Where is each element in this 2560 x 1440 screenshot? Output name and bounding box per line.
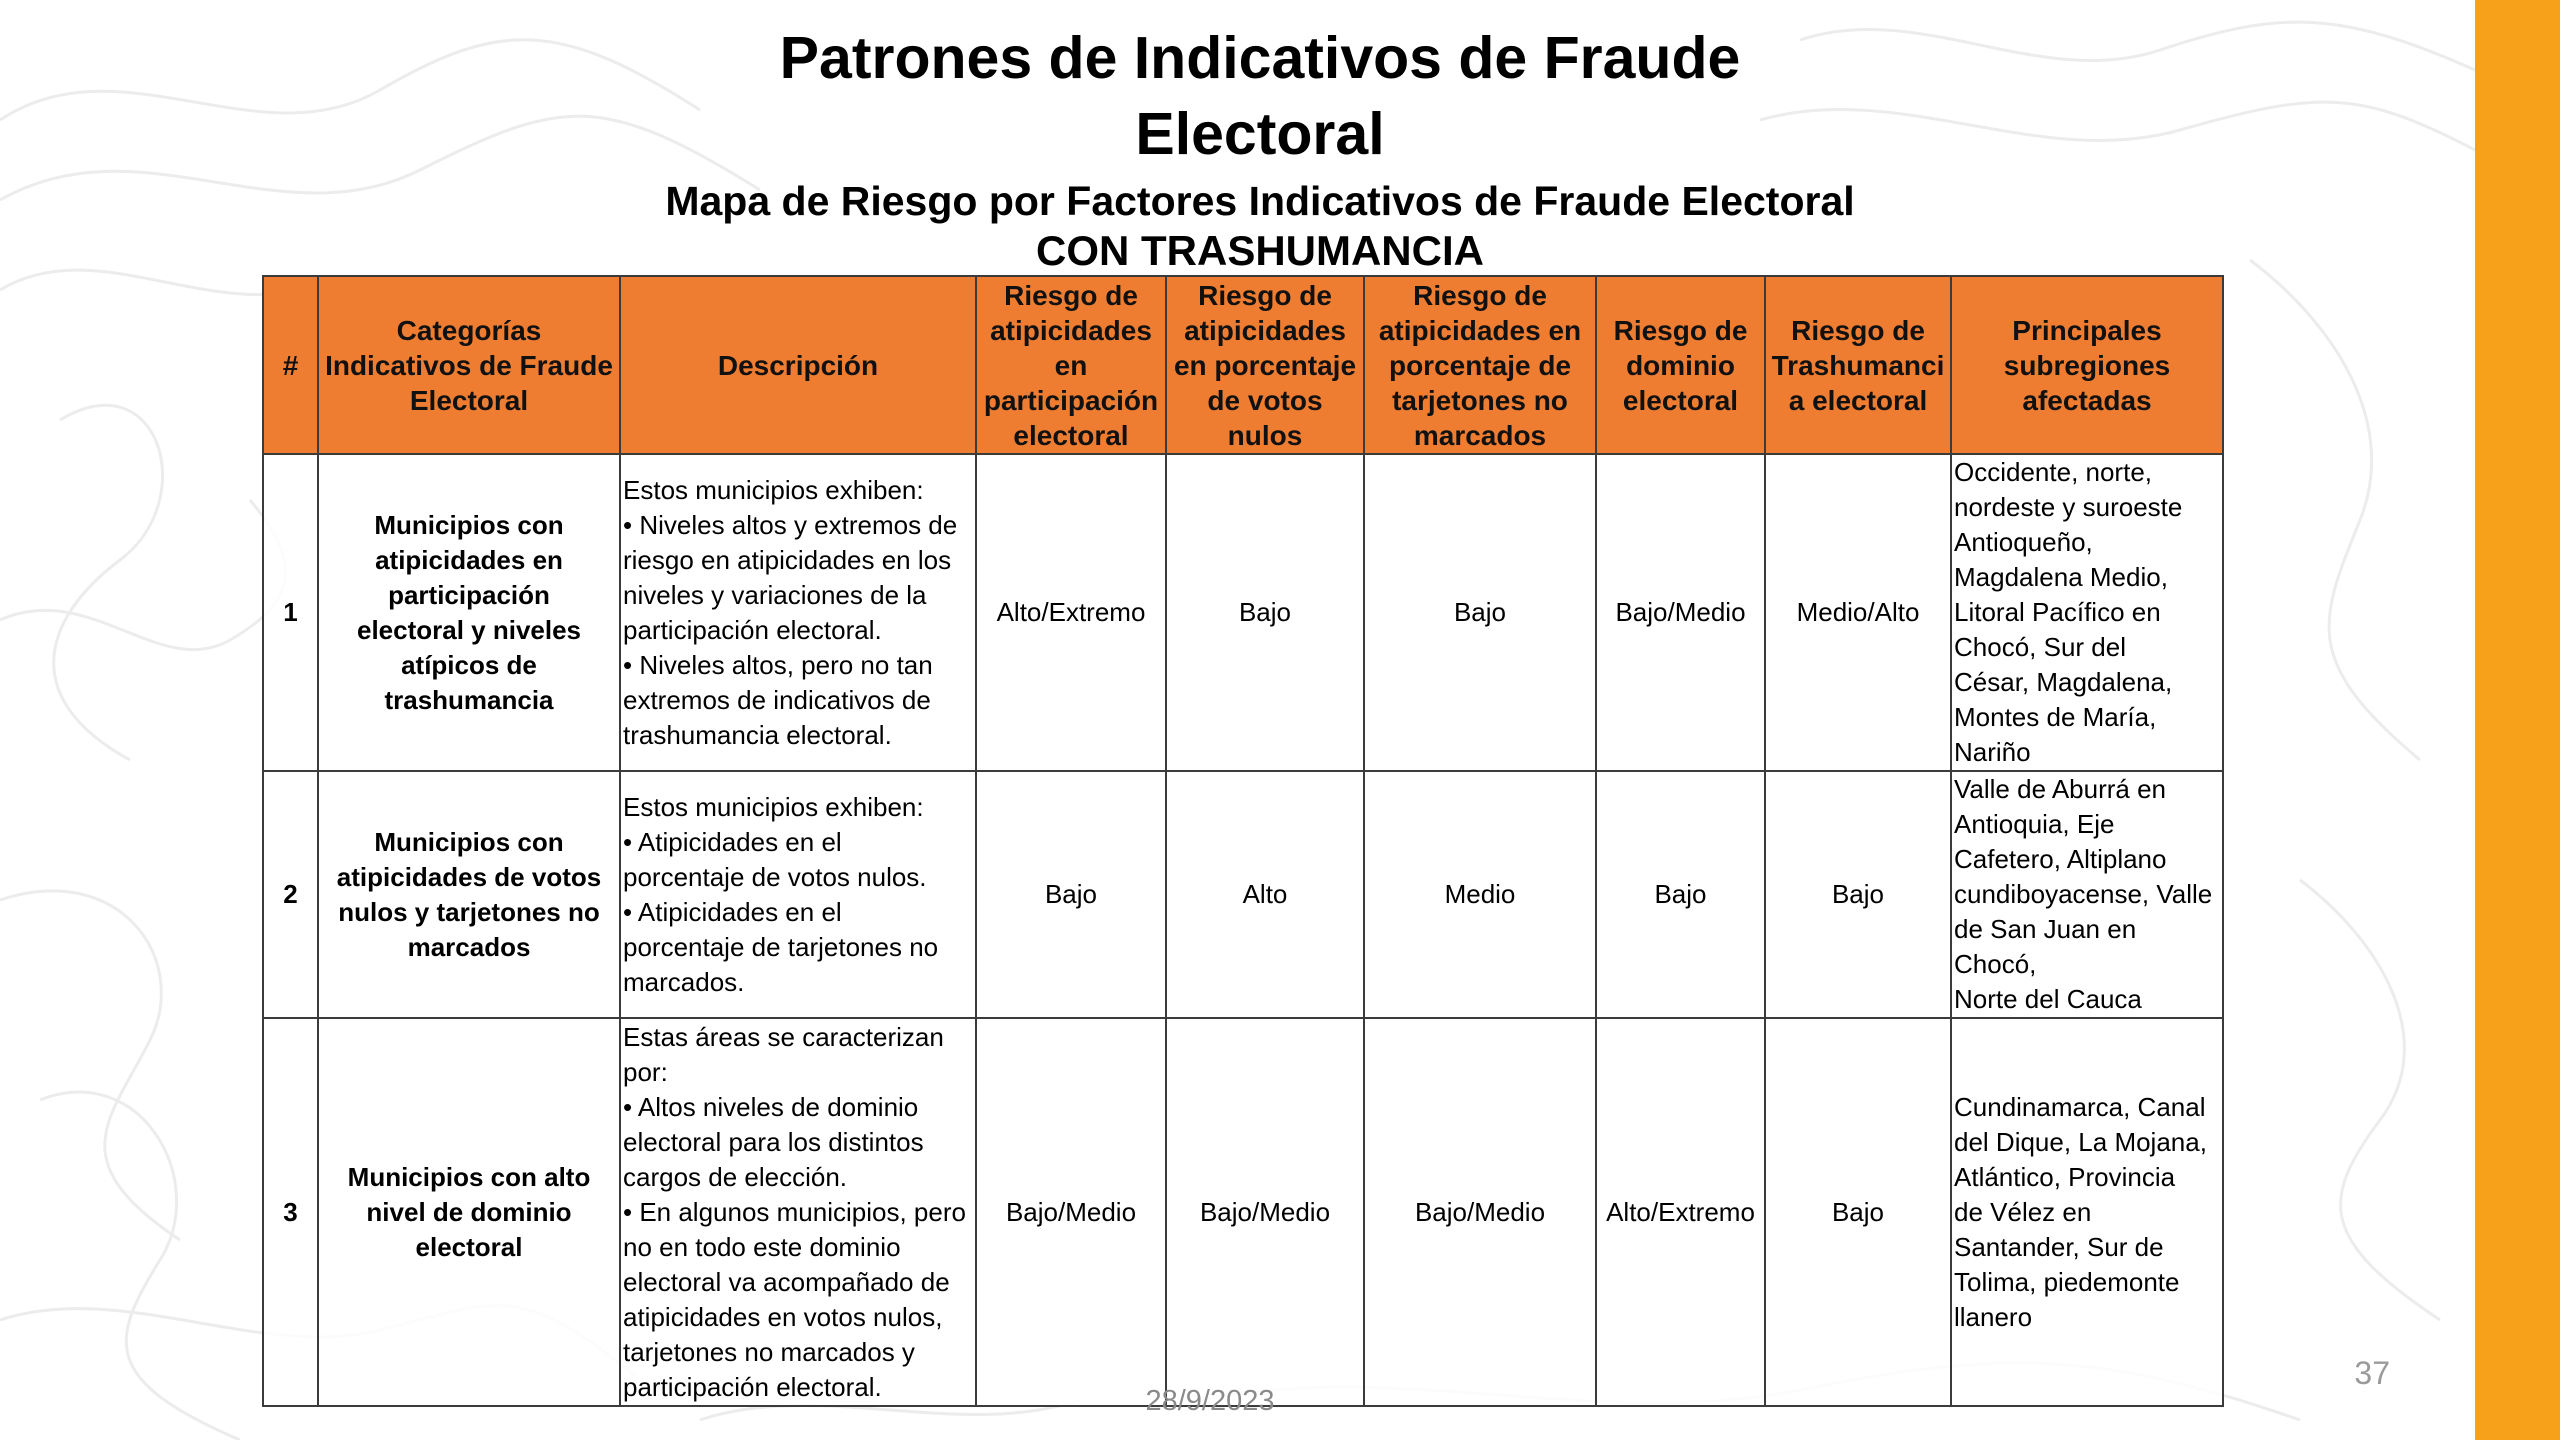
risk-dominance-value: Bajo/Medio xyxy=(1596,454,1765,771)
row-description: Estos municipios exhiben: • Atipicidades en el porcentaje de votos nulos. • Atipicidades en el porcentaje de tarjetones no marcados. xyxy=(620,771,976,1018)
table-row xyxy=(263,1018,2223,1406)
subtitle-line-1: Mapa de Riesgo por Factores Indicativos de Fraude Electoral xyxy=(665,178,1855,224)
header-risk-unmarked-ballots: Riesgo de atipicidades en porcentaje de tarjetones no marcados xyxy=(1364,276,1596,454)
page-number: 37 xyxy=(2354,1355,2390,1391)
row-category: Municipios con atipicidades en participación electoral y niveles atípicos de trashumancia xyxy=(318,454,620,771)
page-title-line-1: Patrones de Indicativos de Fraude xyxy=(779,25,1741,91)
risk-transhumance-value: Medio/Alto xyxy=(1765,454,1951,771)
header-description: Descripción xyxy=(620,276,976,454)
risk-null-votes-value: Bajo xyxy=(1166,454,1364,771)
header-risk-participation: Riesgo de atipicidades en participación electoral xyxy=(976,276,1166,454)
row-category: Municipios con alto nivel de dominio electoral xyxy=(318,1018,620,1406)
risk-unmarked-ballots-value: Medio xyxy=(1364,771,1596,1018)
right-accent-bar xyxy=(2475,0,2560,1440)
page-title-line-2: Electoral xyxy=(1135,101,1385,167)
header-subregions: Principales subregiones afectadas xyxy=(1951,276,2223,454)
row-subregions: Occidente, norte, nordeste y suroeste Antioqueño, Magdalena Medio, Litoral Pacífico en Chocó, Sur del César, Magdalena, Montes de María, Nariño xyxy=(1951,454,2223,771)
row-number: 1 xyxy=(263,454,318,771)
risk-null-votes-value: Alto xyxy=(1166,771,1364,1018)
header-categories: Categorías Indicativos de Fraude Electoral xyxy=(318,276,620,454)
risk-unmarked-ballots-value: Bajo/Medio xyxy=(1364,1018,1596,1406)
risk-table xyxy=(262,275,2224,1407)
risk-dominance-value: Alto/Extremo xyxy=(1596,1018,1765,1406)
row-category: Municipios con atipicidades de votos nulos y tarjetones no marcados xyxy=(318,771,620,1018)
risk-unmarked-ballots-value: Bajo xyxy=(1364,454,1596,771)
row-subregions: Valle de Aburrá en Antioquia, Eje Cafetero, Altiplano cundiboyacense, Valle de San Juan en Chocó, Norte del Cauca xyxy=(1951,771,2223,1018)
risk-transhumance-value: Bajo xyxy=(1765,1018,1951,1406)
risk-participation-value: Bajo/Medio xyxy=(976,1018,1166,1406)
row-description: Estas áreas se caracterizan por: • Altos niveles de dominio electoral para los distintos cargos de elección. • En algunos municipios, pero no en todo este dominio electoral va acompañado de atipicidades en votos nulos, tarjetones no marcados y participación electoral. xyxy=(620,1018,976,1406)
row-description: Estos municipios exhiben: • Niveles altos y extremos de riesgo en atipicidades en los niveles y variaciones de la participación electoral. • Niveles altos, pero no tan extremos de indicativos de trashumancia electoral. xyxy=(620,454,976,771)
subtitle-line-2: CON TRASHUMANCIA xyxy=(1036,227,1484,274)
header-risk-dominance: Riesgo de dominio electoral xyxy=(1596,276,1765,454)
row-number: 3 xyxy=(263,1018,318,1406)
risk-null-votes-value: Bajo/Medio xyxy=(1166,1018,1364,1406)
header-num: # xyxy=(263,276,318,454)
row-subregions: Cundinamarca, Canal del Dique, La Mojana, Atlántico, Provincia de Vélez en Santander, Sur de Tolima, piedemonte llanero xyxy=(1951,1018,2223,1406)
risk-dominance-value: Bajo xyxy=(1596,771,1765,1018)
header-risk-transhumance: Riesgo de Trashumanci a electoral xyxy=(1765,276,1951,454)
header-risk-null-votes: Riesgo de atipicidades en porcentaje de votos nulos xyxy=(1166,276,1364,454)
footer-date: 28/9/2023 xyxy=(1145,1385,1275,1417)
table-row xyxy=(263,771,2223,1018)
risk-participation-value: Bajo xyxy=(976,771,1166,1018)
table-row xyxy=(263,454,2223,771)
table-header-row xyxy=(263,276,2223,454)
risk-participation-value: Alto/Extremo xyxy=(976,454,1166,771)
row-number: 2 xyxy=(263,771,318,1018)
risk-transhumance-value: Bajo xyxy=(1765,771,1951,1018)
